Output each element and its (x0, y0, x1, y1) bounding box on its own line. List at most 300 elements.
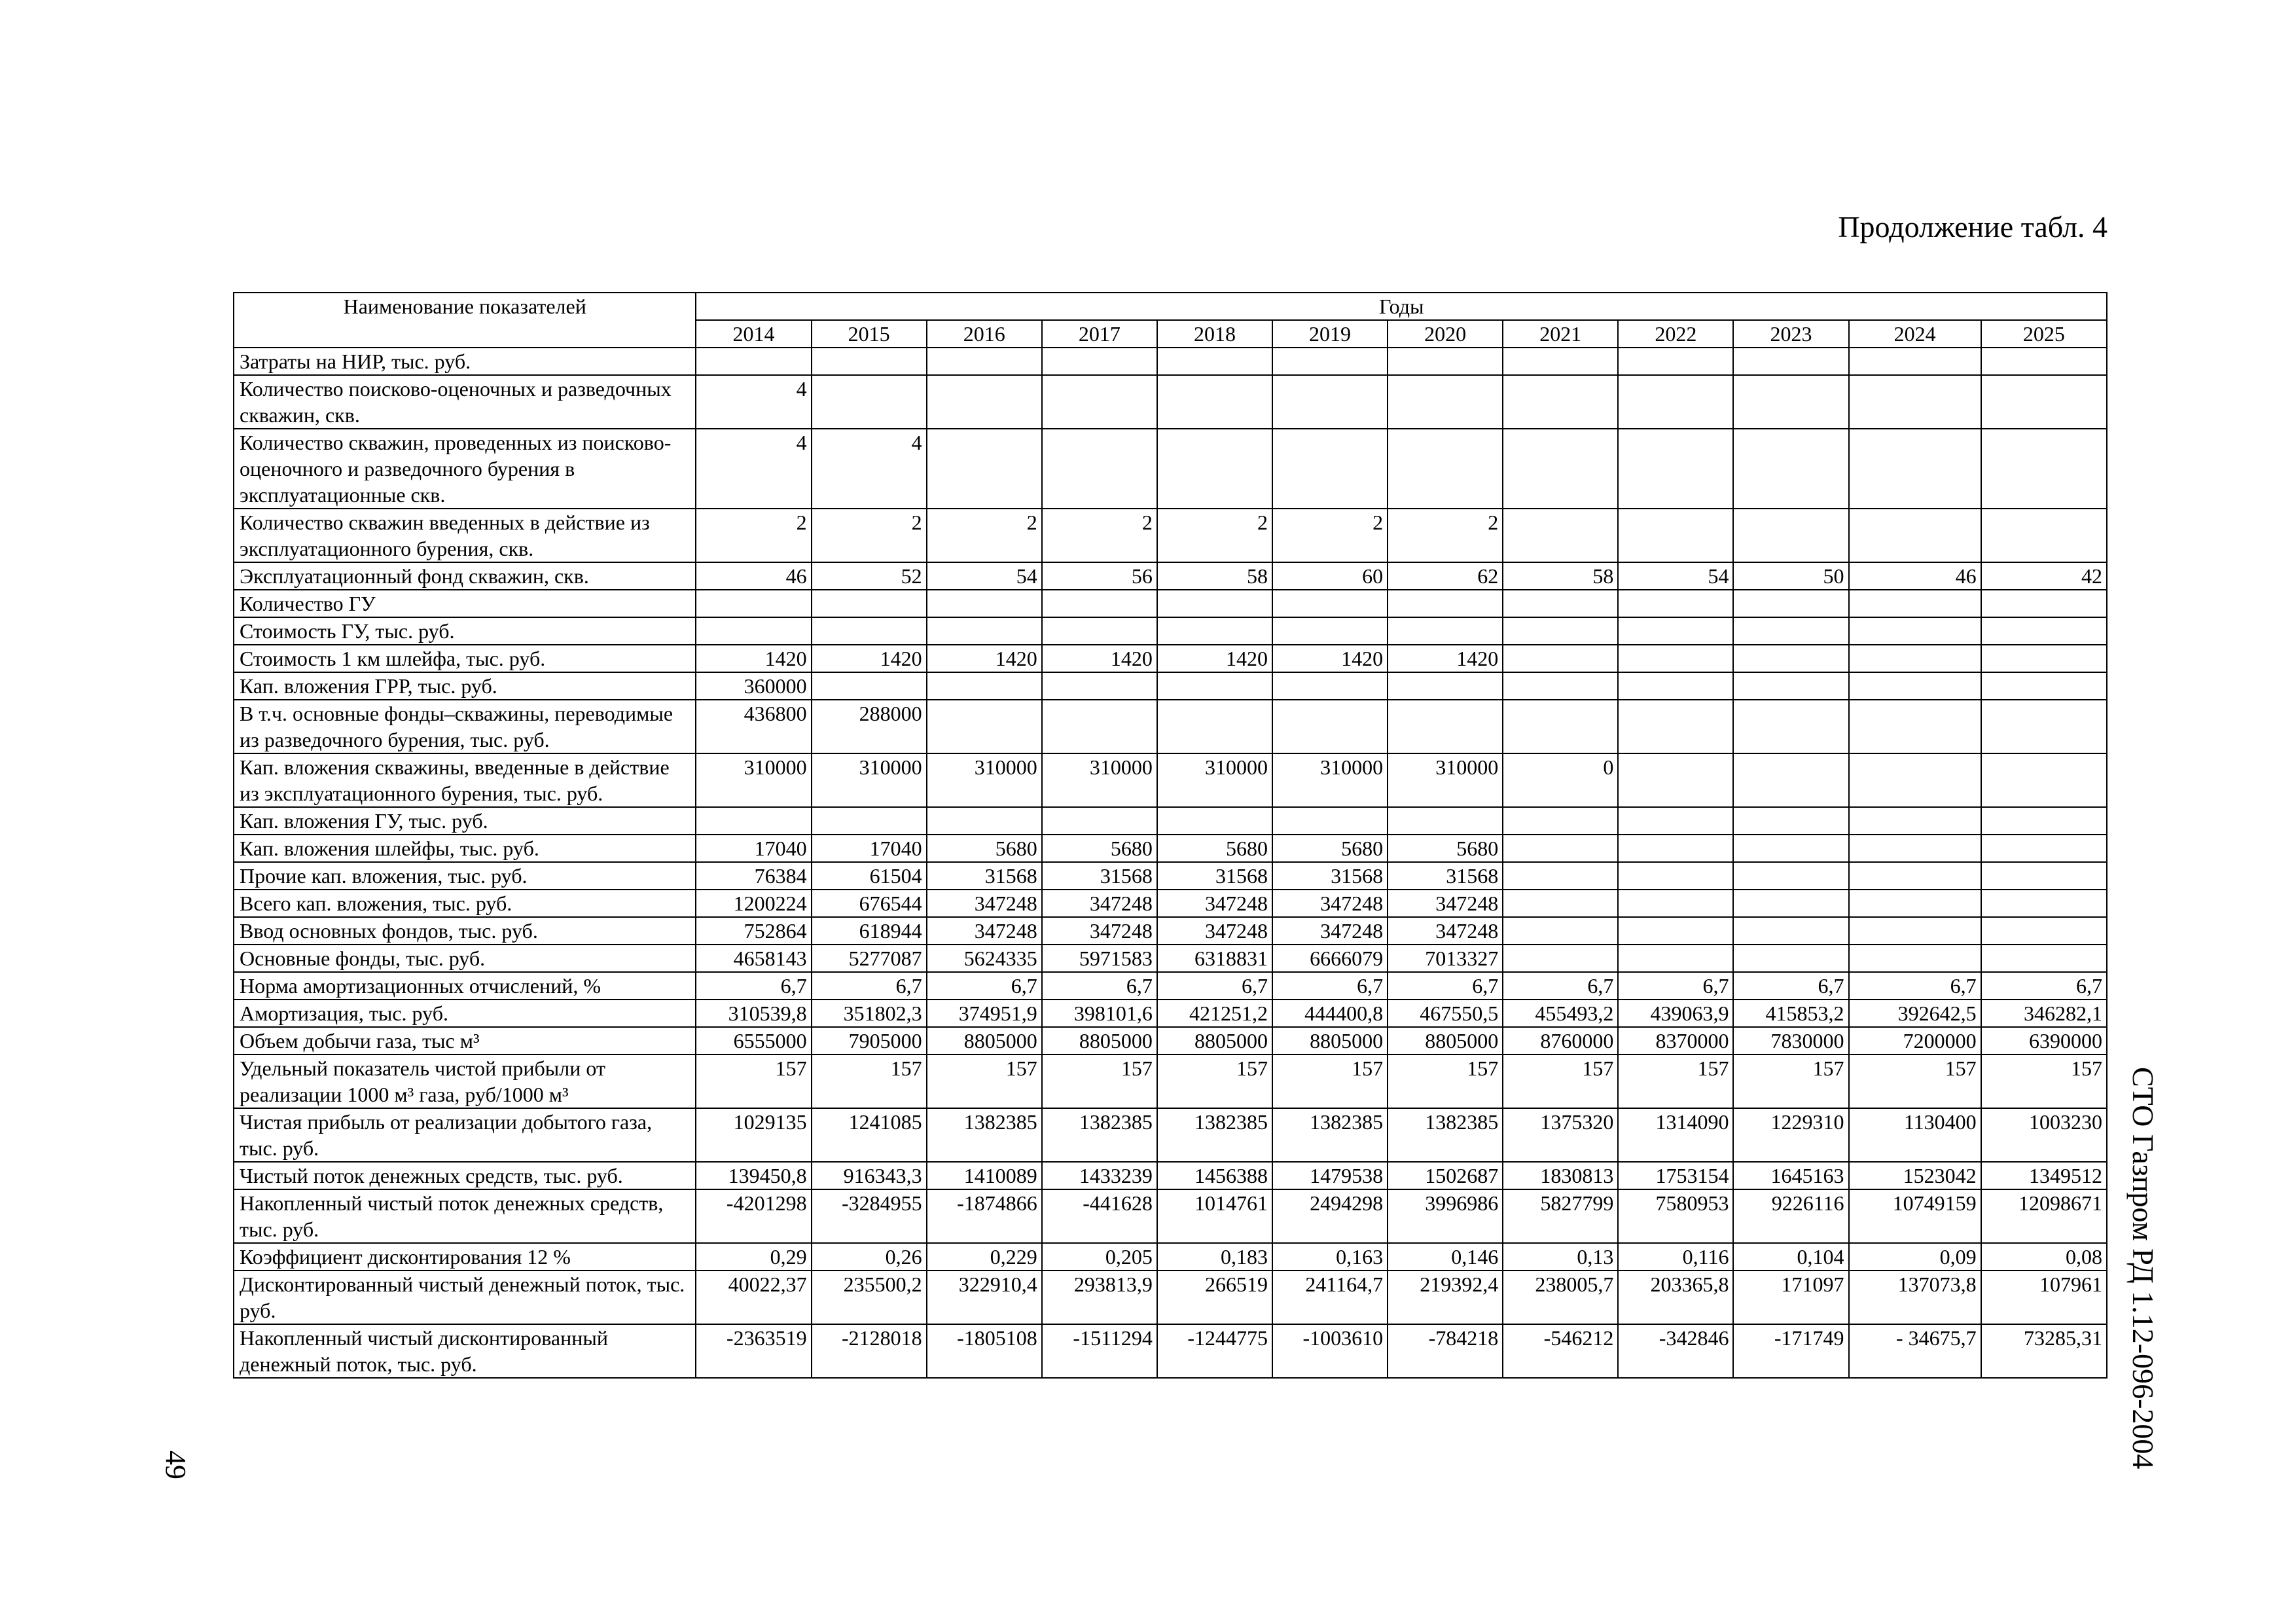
value-cell: 347248 (927, 890, 1042, 917)
value-cell: 5971583 (1042, 945, 1157, 972)
row-label: Накопленный чистый поток денежных средств, тыс. руб. (234, 1189, 696, 1243)
value-cell (1849, 590, 1981, 617)
value-cell (1388, 672, 1503, 700)
value-cell (1618, 375, 1733, 429)
value-cell: 137073,8 (1849, 1271, 1981, 1324)
row-label: Чистая прибыль от реализации добытого газа, тыс. руб. (234, 1108, 696, 1162)
value-cell (1733, 917, 1848, 945)
value-cell: 266519 (1157, 1271, 1272, 1324)
row-label: Кап. вложения шлейфы, тыс. руб. (234, 835, 696, 862)
table-row (234, 672, 2107, 700)
value-cell (1503, 835, 1618, 862)
value-cell (1981, 862, 2107, 890)
value-cell: 8805000 (1157, 1027, 1272, 1055)
value-cell (1388, 700, 1503, 753)
year-header-2016: 2016 (927, 320, 1042, 348)
value-cell: 1003230 (1981, 1108, 2107, 1162)
value-cell: 0,26 (812, 1243, 927, 1271)
value-cell (1733, 348, 1848, 375)
value-cell: 9226116 (1733, 1189, 1848, 1243)
value-cell: 73285,31 (1981, 1324, 2107, 1378)
value-cell: 916343,3 (812, 1162, 927, 1189)
value-cell (1733, 375, 1848, 429)
value-cell: 374951,9 (927, 1000, 1042, 1027)
value-cell: 5680 (1388, 835, 1503, 862)
value-cell (1981, 375, 2107, 429)
economic-indicators-table (233, 292, 2108, 1379)
value-cell (1618, 945, 1733, 972)
table-row (234, 835, 2107, 862)
table-row (234, 753, 2107, 807)
value-cell: 2494298 (1272, 1189, 1388, 1243)
value-cell (1981, 617, 2107, 645)
value-cell (1981, 348, 2107, 375)
value-cell: 157 (927, 1055, 1042, 1108)
year-header-2015: 2015 (812, 320, 927, 348)
value-cell: 5680 (1272, 835, 1388, 862)
value-cell: 1523042 (1849, 1162, 1981, 1189)
row-label: Количество скважин, проведенных из поисково-оценочного и разведочного бурения в эксплуатационные скв. (234, 429, 696, 509)
value-cell: 0,116 (1618, 1243, 1733, 1271)
row-label: В т.ч. основные фонды–скважины, переводимые из разведочного бурения, тыс. руб. (234, 700, 696, 753)
value-cell (1733, 700, 1848, 753)
value-cell: 0,29 (696, 1243, 811, 1271)
value-cell: 7580953 (1618, 1189, 1733, 1243)
value-cell: 1420 (812, 645, 927, 672)
value-cell: 40022,37 (696, 1271, 811, 1324)
value-cell (1733, 509, 1848, 562)
value-cell: 1200224 (696, 890, 811, 917)
row-label: Ввод основных фондов, тыс. руб. (234, 917, 696, 945)
value-cell (1503, 807, 1618, 835)
value-cell (1042, 807, 1157, 835)
value-cell: 2 (1272, 509, 1388, 562)
value-cell: 6,7 (696, 972, 811, 1000)
value-cell (927, 590, 1042, 617)
value-cell (1618, 917, 1733, 945)
value-cell: 421251,2 (1157, 1000, 1272, 1027)
value-cell: 347248 (1157, 917, 1272, 945)
value-cell (1849, 509, 1981, 562)
value-cell (1503, 945, 1618, 972)
value-cell (1618, 429, 1733, 509)
value-cell: 58 (1157, 562, 1272, 590)
value-cell: 1382385 (1272, 1108, 1388, 1162)
year-header-2022: 2022 (1618, 320, 1733, 348)
value-cell: 310000 (1042, 753, 1157, 807)
value-cell: 1375320 (1503, 1108, 1618, 1162)
value-cell: 31568 (927, 862, 1042, 890)
value-cell (1618, 672, 1733, 700)
value-cell: -2128018 (812, 1324, 927, 1378)
value-cell: 50 (1733, 562, 1848, 590)
value-cell (1272, 348, 1388, 375)
year-header-2017: 2017 (1042, 320, 1157, 348)
value-cell: 347248 (1042, 917, 1157, 945)
value-cell (1042, 429, 1157, 509)
value-cell: 0,229 (927, 1243, 1042, 1271)
value-cell (1981, 509, 2107, 562)
value-cell (927, 375, 1042, 429)
value-cell: -3284955 (812, 1189, 927, 1243)
value-cell: 1830813 (1503, 1162, 1618, 1189)
value-cell (1618, 348, 1733, 375)
value-cell (1618, 617, 1733, 645)
year-header-2018: 2018 (1157, 320, 1272, 348)
value-cell: 8805000 (1388, 1027, 1503, 1055)
value-cell (1042, 590, 1157, 617)
value-cell: 0,13 (1503, 1243, 1618, 1271)
value-cell (927, 348, 1042, 375)
value-cell: 1382385 (1388, 1108, 1503, 1162)
table-row (234, 807, 2107, 835)
value-cell: 6,7 (1042, 972, 1157, 1000)
table-row (234, 1243, 2107, 1271)
value-cell: 1753154 (1618, 1162, 1733, 1189)
row-label: Эксплуатационный фонд скважин, скв. (234, 562, 696, 590)
row-label: Затраты на НИР, тыс. руб. (234, 348, 696, 375)
table-body (234, 348, 2107, 1378)
value-cell: 310000 (1388, 753, 1503, 807)
value-cell (1733, 862, 1848, 890)
table-row (234, 1189, 2107, 1243)
value-cell: 310000 (696, 753, 811, 807)
value-cell: 2 (812, 509, 927, 562)
value-cell (1849, 753, 1981, 807)
value-cell (1849, 890, 1981, 917)
value-cell: 54 (1618, 562, 1733, 590)
value-cell: 76384 (696, 862, 811, 890)
value-cell: 618944 (812, 917, 927, 945)
year-header-2014: 2014 (696, 320, 811, 348)
value-cell (1157, 617, 1272, 645)
value-cell (1503, 509, 1618, 562)
value-cell (1618, 590, 1733, 617)
table-row (234, 645, 2107, 672)
value-cell: 60 (1272, 562, 1388, 590)
value-cell (1849, 617, 1981, 645)
row-label: Объем добычи газа, тыс м³ (234, 1027, 696, 1055)
value-cell (927, 672, 1042, 700)
value-cell: 171097 (1733, 1271, 1848, 1324)
table-row (234, 562, 2107, 590)
value-cell (1618, 509, 1733, 562)
year-header-2025: 2025 (1981, 320, 2107, 348)
value-cell (1503, 348, 1618, 375)
value-cell: 157 (1157, 1055, 1272, 1108)
value-cell (1388, 590, 1503, 617)
value-cell (1503, 429, 1618, 509)
value-cell: 0,183 (1157, 1243, 1272, 1271)
value-cell: 31568 (1388, 862, 1503, 890)
value-cell: 310000 (812, 753, 927, 807)
value-cell: 1433239 (1042, 1162, 1157, 1189)
value-cell: 436800 (696, 700, 811, 753)
value-cell (1849, 807, 1981, 835)
value-cell (1272, 590, 1388, 617)
value-cell: 347248 (1388, 890, 1503, 917)
value-cell: 54 (927, 562, 1042, 590)
value-cell (927, 700, 1042, 753)
value-cell (1157, 807, 1272, 835)
value-cell (1618, 862, 1733, 890)
value-cell (1272, 672, 1388, 700)
value-cell (1733, 890, 1848, 917)
value-cell: 310000 (927, 753, 1042, 807)
value-cell (1503, 375, 1618, 429)
value-cell: -784218 (1388, 1324, 1503, 1378)
value-cell: 4 (812, 429, 927, 509)
row-label: Амортизация, тыс. руб. (234, 1000, 696, 1027)
value-cell (1849, 645, 1981, 672)
value-cell: 238005,7 (1503, 1271, 1618, 1324)
value-cell: 157 (1503, 1055, 1618, 1108)
value-cell (812, 617, 927, 645)
value-cell: 241164,7 (1272, 1271, 1388, 1324)
value-cell: 58 (1503, 562, 1618, 590)
value-cell: 1502687 (1388, 1162, 1503, 1189)
value-cell: 5680 (927, 835, 1042, 862)
value-cell: 1420 (1042, 645, 1157, 672)
value-cell: 7200000 (1849, 1027, 1981, 1055)
value-cell (927, 807, 1042, 835)
value-cell: 2 (1388, 509, 1503, 562)
value-cell: 107961 (1981, 1271, 2107, 1324)
value-cell: 46 (696, 562, 811, 590)
value-cell: 219392,4 (1388, 1271, 1503, 1324)
value-cell (1503, 862, 1618, 890)
value-cell: -4201298 (696, 1189, 811, 1243)
year-header-2020: 2020 (1388, 320, 1503, 348)
value-cell: -342846 (1618, 1324, 1733, 1378)
value-cell: 61504 (812, 862, 927, 890)
row-label: Дисконтированный чистый денежный поток, тыс. руб. (234, 1271, 696, 1324)
value-cell: 8805000 (1272, 1027, 1388, 1055)
value-cell (1981, 429, 2107, 509)
value-cell: 310000 (1157, 753, 1272, 807)
value-cell: 360000 (696, 672, 811, 700)
table-row (234, 972, 2107, 1000)
value-cell: 347248 (1042, 890, 1157, 917)
value-cell (812, 375, 927, 429)
value-cell: 8760000 (1503, 1027, 1618, 1055)
value-cell: 46 (1849, 562, 1981, 590)
value-cell: 5624335 (927, 945, 1042, 972)
table-row (234, 1108, 2107, 1162)
value-cell: 139450,8 (696, 1162, 811, 1189)
value-cell: 1349512 (1981, 1162, 2107, 1189)
value-cell (696, 348, 811, 375)
value-cell: 0,104 (1733, 1243, 1848, 1271)
row-label: Удельный показатель чистой прибыли от реализации 1000 м³ газа, руб/1000 м³ (234, 1055, 696, 1108)
value-cell: 4 (696, 375, 811, 429)
value-cell: 157 (696, 1055, 811, 1108)
value-cell: 31568 (1042, 862, 1157, 890)
value-cell (1981, 945, 2107, 972)
value-cell (1272, 617, 1388, 645)
value-cell (927, 429, 1042, 509)
value-cell (1849, 672, 1981, 700)
value-cell (1849, 700, 1981, 753)
value-cell: 310000 (1272, 753, 1388, 807)
value-cell (1733, 945, 1848, 972)
table-row (234, 890, 2107, 917)
value-cell: -1511294 (1042, 1324, 1157, 1378)
value-cell (1388, 429, 1503, 509)
value-cell (1981, 645, 2107, 672)
row-label: Основные фонды, тыс. руб. (234, 945, 696, 972)
value-cell: 17040 (696, 835, 811, 862)
value-cell: 0,08 (1981, 1243, 2107, 1271)
value-cell: -1805108 (927, 1324, 1042, 1378)
value-cell: 10749159 (1849, 1189, 1981, 1243)
value-cell: 0,09 (1849, 1243, 1981, 1271)
value-cell (812, 348, 927, 375)
value-cell (1272, 375, 1388, 429)
value-cell (1733, 645, 1848, 672)
value-cell (1042, 672, 1157, 700)
value-cell: 288000 (812, 700, 927, 753)
value-cell (1503, 590, 1618, 617)
value-cell (1503, 890, 1618, 917)
value-cell: 347248 (1272, 917, 1388, 945)
value-cell (1388, 348, 1503, 375)
value-cell (1503, 700, 1618, 753)
row-label: Кап. вложения ГУ, тыс. руб. (234, 807, 696, 835)
table-row (234, 509, 2107, 562)
value-cell (1981, 917, 2107, 945)
value-cell: 0,146 (1388, 1243, 1503, 1271)
value-cell (1618, 645, 1733, 672)
value-cell: 1479538 (1272, 1162, 1388, 1189)
row-label: Коэффициент дисконтирования 12 % (234, 1243, 696, 1271)
value-cell: 6,7 (1733, 972, 1848, 1000)
value-cell: 0,205 (1042, 1243, 1157, 1271)
row-label: Чистый поток денежных средств, тыс. руб. (234, 1162, 696, 1189)
value-cell: 2 (696, 509, 811, 562)
value-cell (1503, 917, 1618, 945)
value-cell (1618, 700, 1733, 753)
document-code: СТО Газпром РД 1.12-096-2004 (2126, 1067, 2160, 1470)
value-cell (1733, 835, 1848, 862)
value-cell (1388, 807, 1503, 835)
value-cell: 1229310 (1733, 1108, 1848, 1162)
value-cell (1042, 617, 1157, 645)
value-cell (1157, 672, 1272, 700)
value-cell (1849, 429, 1981, 509)
value-cell: 1410089 (927, 1162, 1042, 1189)
year-header-2021: 2021 (1503, 320, 1618, 348)
value-cell: 42 (1981, 562, 2107, 590)
value-cell: 7013327 (1388, 945, 1503, 972)
value-cell (1618, 835, 1733, 862)
value-cell (1981, 835, 2107, 862)
value-cell (1733, 672, 1848, 700)
value-cell: 6,7 (1157, 972, 1272, 1000)
value-cell: 157 (1849, 1055, 1981, 1108)
value-cell: 62 (1388, 562, 1503, 590)
value-cell: 752864 (696, 917, 811, 945)
value-cell (1618, 753, 1733, 807)
value-cell (1157, 590, 1272, 617)
value-cell: 1420 (1157, 645, 1272, 672)
value-cell: 467550,5 (1388, 1000, 1503, 1027)
value-cell (1388, 617, 1503, 645)
row-label: Стоимость ГУ, тыс. руб. (234, 617, 696, 645)
value-cell: 7830000 (1733, 1027, 1848, 1055)
value-cell: 351802,3 (812, 1000, 927, 1027)
value-cell: 12098671 (1981, 1189, 2107, 1243)
value-cell: -1874866 (927, 1189, 1042, 1243)
value-cell: 4 (696, 429, 811, 509)
value-cell: -2363519 (696, 1324, 811, 1378)
value-cell (1272, 700, 1388, 753)
value-cell: 8805000 (927, 1027, 1042, 1055)
header-row-top (234, 293, 2107, 320)
value-cell (812, 807, 927, 835)
value-cell (1503, 617, 1618, 645)
value-cell (1849, 835, 1981, 862)
row-label: Количество ГУ (234, 590, 696, 617)
value-cell: 322910,4 (927, 1271, 1042, 1324)
column-header-years: Годы (696, 293, 2107, 320)
value-cell: 7905000 (812, 1027, 927, 1055)
table-row (234, 917, 2107, 945)
row-label: Кап. вложения скважины, введенные в действие из эксплуатационного бурения, тыс. руб. (234, 753, 696, 807)
value-cell: 310539,8 (696, 1000, 811, 1027)
value-cell: 56 (1042, 562, 1157, 590)
value-cell: 6,7 (1849, 972, 1981, 1000)
value-cell (1981, 672, 2107, 700)
value-cell: 1382385 (1042, 1108, 1157, 1162)
value-cell: 5277087 (812, 945, 927, 972)
value-cell: 347248 (1388, 917, 1503, 945)
value-cell: 444400,8 (1272, 1000, 1388, 1027)
value-cell: 1014761 (1157, 1189, 1272, 1243)
table-row (234, 617, 2107, 645)
value-cell: 1645163 (1733, 1162, 1848, 1189)
value-cell: 1420 (696, 645, 811, 672)
value-cell: 5827799 (1503, 1189, 1618, 1243)
value-cell: 347248 (1272, 890, 1388, 917)
value-cell: 1456388 (1157, 1162, 1272, 1189)
value-cell: 439063,9 (1618, 1000, 1733, 1027)
value-cell: 8370000 (1618, 1027, 1733, 1055)
value-cell: 415853,2 (1733, 1000, 1848, 1027)
value-cell (696, 617, 811, 645)
value-cell: 31568 (1272, 862, 1388, 890)
value-cell: 1420 (1388, 645, 1503, 672)
value-cell: 157 (1618, 1055, 1733, 1108)
value-cell: 6555000 (696, 1027, 811, 1055)
value-cell (1618, 807, 1733, 835)
table-row (234, 945, 2107, 972)
year-header-2023: 2023 (1733, 320, 1848, 348)
table-row (234, 375, 2107, 429)
value-cell (1042, 348, 1157, 375)
value-cell (1042, 700, 1157, 753)
value-cell: 6,7 (1272, 972, 1388, 1000)
value-cell (812, 672, 927, 700)
value-cell (1733, 753, 1848, 807)
value-cell (1157, 375, 1272, 429)
value-cell: 347248 (1157, 890, 1272, 917)
value-cell: 347248 (927, 917, 1042, 945)
value-cell: 8805000 (1042, 1027, 1157, 1055)
row-label: Количество скважин введенных в действие из эксплуатационного бурения, скв. (234, 509, 696, 562)
value-cell: 2 (1042, 509, 1157, 562)
value-cell: 157 (1042, 1055, 1157, 1108)
